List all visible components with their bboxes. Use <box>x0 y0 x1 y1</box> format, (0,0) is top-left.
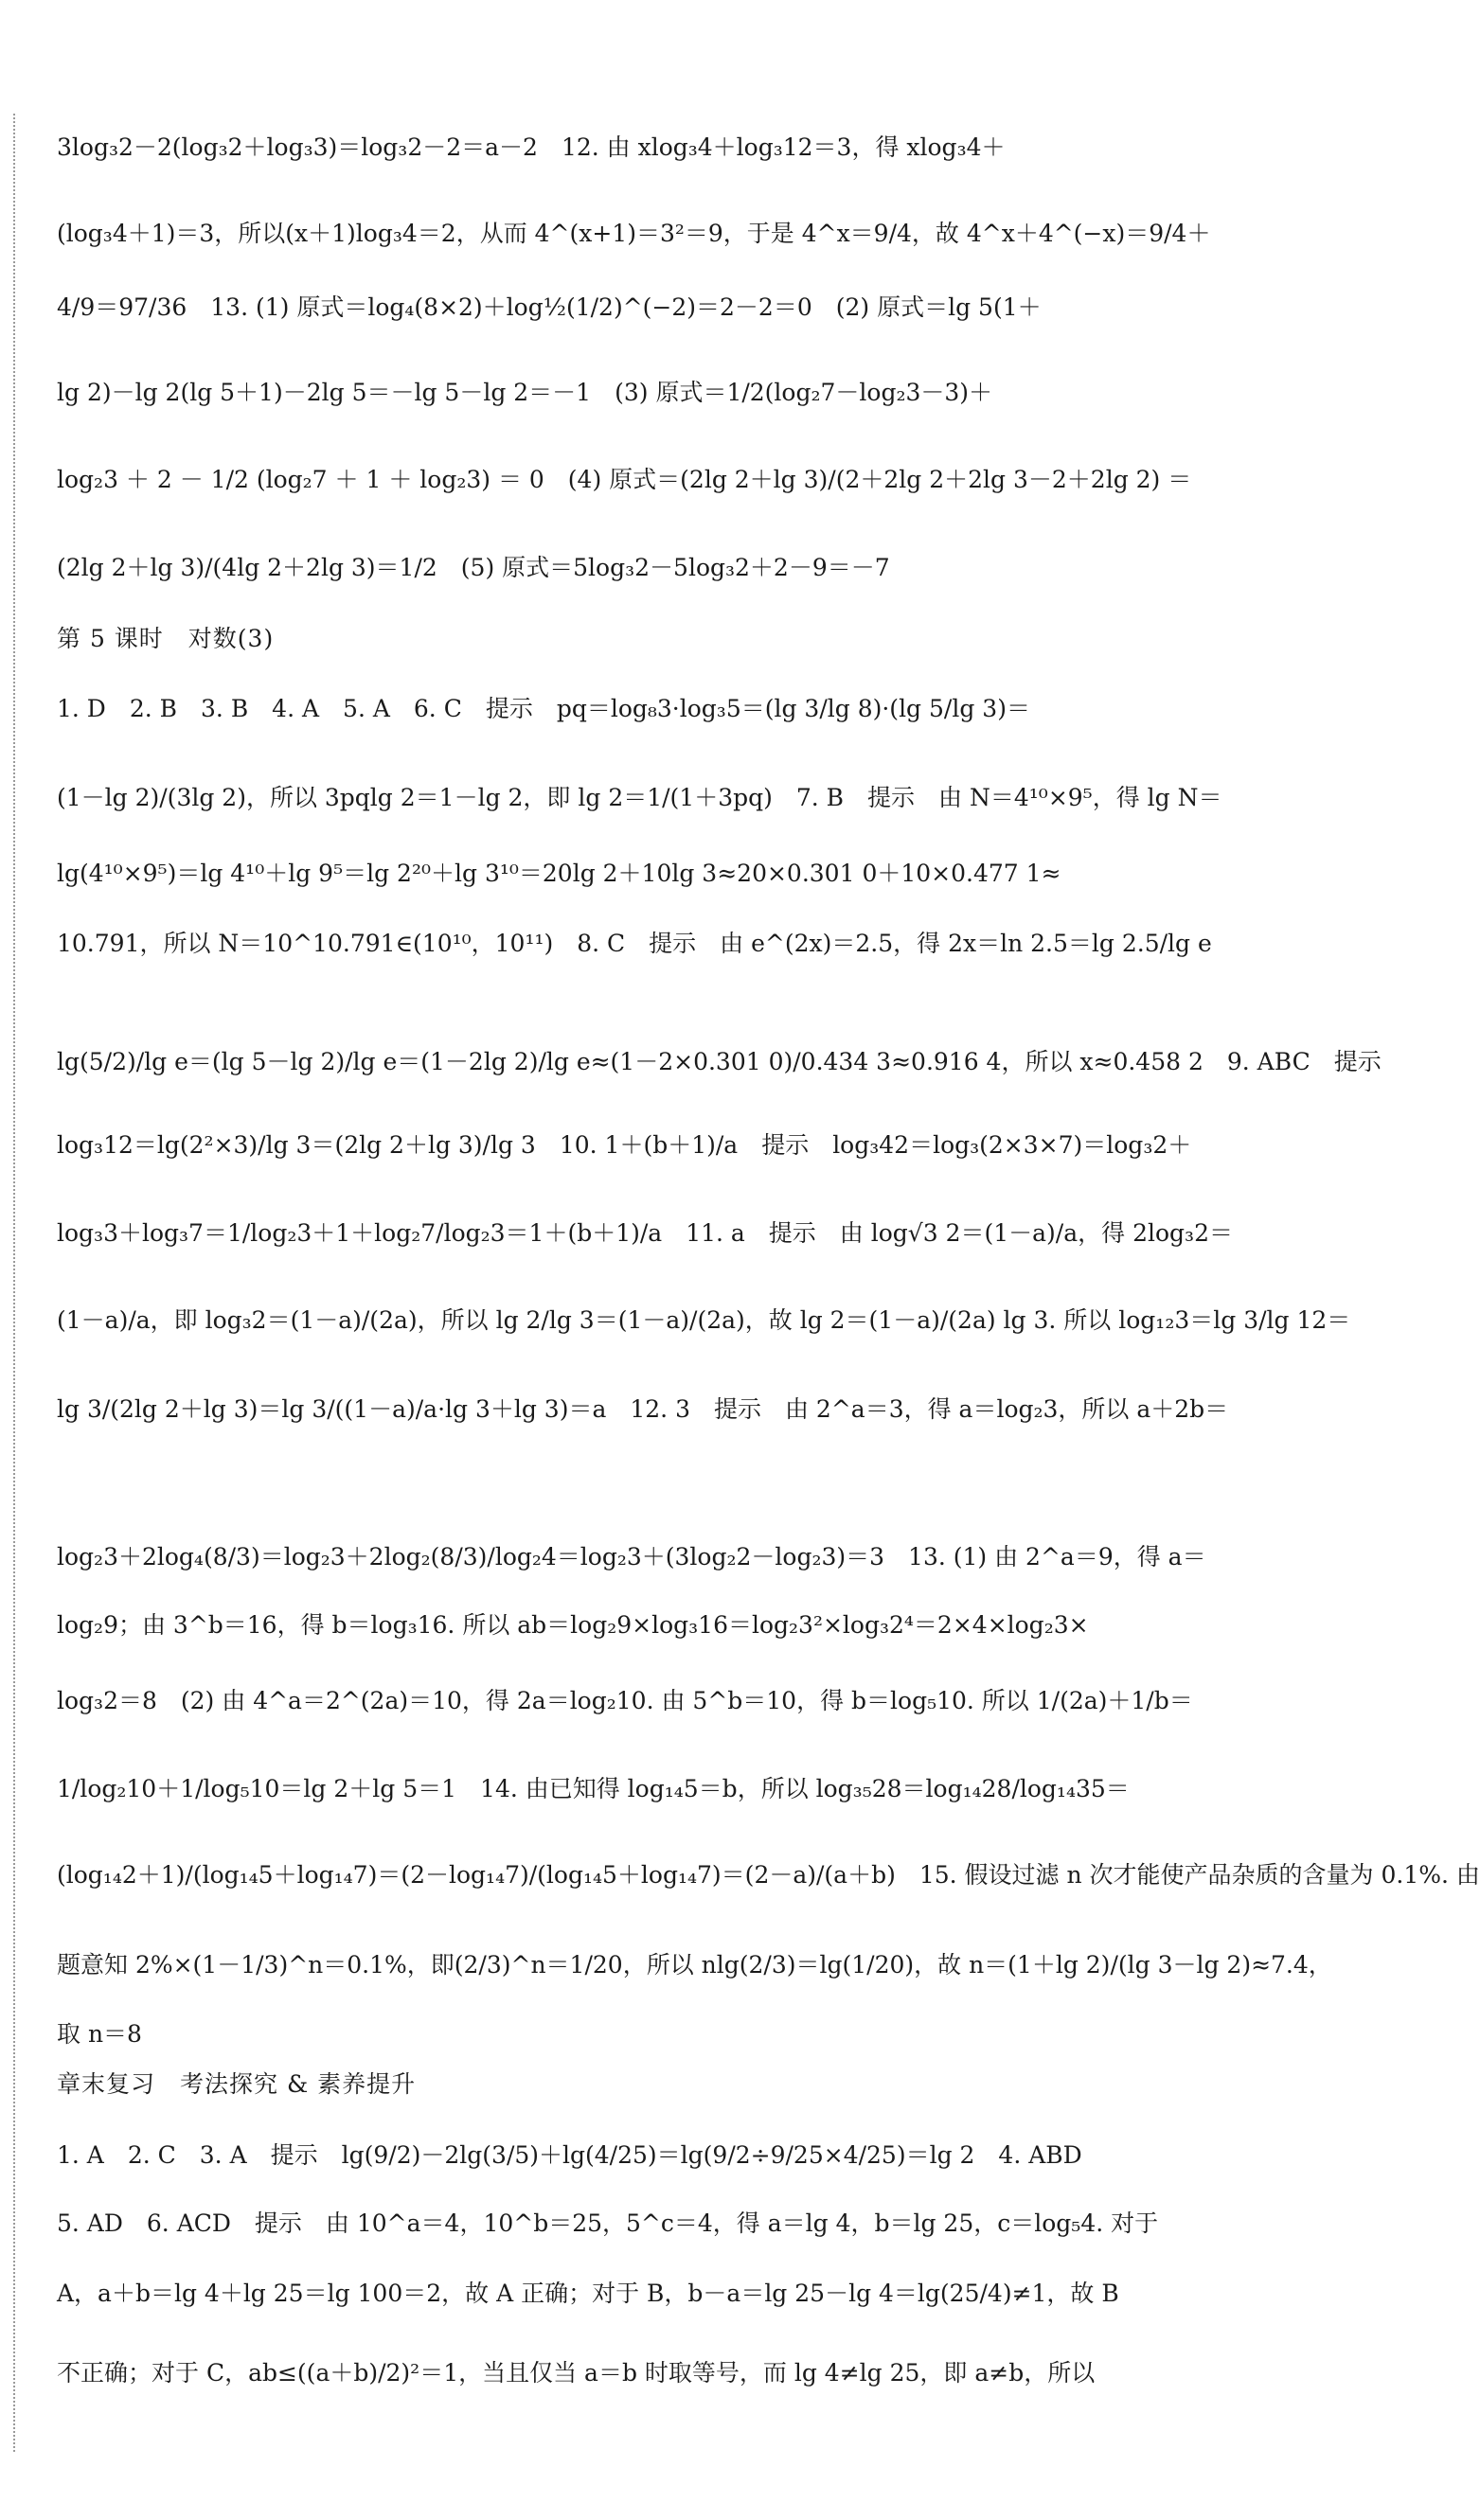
text-line: lg(5/2)/lg e＝(lg 5－lg 2)/lg e＝(1－2lg 2)/lg e≈(1－2×0.301 0)/0.434 3≈0.916 4，所以 x≈0.458 2 9. ABC 提示 <box>57 1048 1382 1075</box>
text-line: log₂3＋2log₄(8/3)＝log₂3＋2log₂(8/3)/log₂4＝log₂3＋(3log₂2－log₂3)＝3 13. (1) 由 2^a＝9，得 a＝ <box>57 1543 1206 1571</box>
text-line: log₂9；由 3^b＝16，得 b＝log₃16. 所以 ab＝log₂9×log₃16＝log₂3²×log₃2⁴＝2×4×log₂3× <box>57 1611 1089 1639</box>
text-line: (1－a)/a，即 log₃2＝(1－a)/(2a)，所以 lg 2/lg 3＝(1－a)/(2a)，故 lg 2＝(1－a)/(2a) lg 3. 所以 log₁₂3＝lg 3/lg 12＝ <box>57 1306 1351 1334</box>
binding-margin-rule <box>13 114 15 2452</box>
section-heading: 章末复习 考法探究 & 素养提升 <box>57 2070 417 2098</box>
text-line: 不正确；对于 C，ab≤((a＋b)/2)²＝1，当且仅当 a＝b 时取等号，而 lg 4≠lg 25，即 a≠b，所以 <box>57 2359 1096 2387</box>
text-line: log₃3＋log₃7＝1/log₂3＋1＋log₂7/log₂3＝1＋(b＋1)/a 11. a 提示 由 log√3 2＝(1－a)/a，得 2log₃2＝ <box>57 1219 1233 1247</box>
text-line: 5. AD 6. ACD 提示 由 10^a＝4，10^b＝25，5^c＝4，得 a＝lg 4，b＝lg 25，c＝log₅4. 对于 <box>57 2209 1159 2237</box>
text-line: log₃2＝8 (2) 由 4^a＝2^(2a)＝10，得 2a＝log₂10. 由 5^b＝10，得 b＝log₅10. 所以 1/(2a)＋1/b＝ <box>57 1687 1193 1714</box>
text-line: 3log₃2－2(log₃2＋log₃3)＝log₃2－2＝a－2 12. 由 xlog₃4＋log₃12＝3，得 xlog₃4＋ <box>57 133 1006 161</box>
text-line: 取 n＝8 <box>57 2020 142 2048</box>
text-line: (log₁₄2＋1)/(log₁₄5＋log₁₄7)＝(2－log₁₄7)/(log₁₄5＋log₁₄7)＝(2－a)/(a＋b) 15. 假设过滤 n 次才能使产品杂质的含量为 0.1%. 由 <box>57 1861 1480 1889</box>
section-heading: 第 5 课时 对数(3) <box>57 625 275 652</box>
text-line: lg(4¹⁰×9⁵)＝lg 4¹⁰＋lg 9⁵＝lg 2²⁰＋lg 3¹⁰＝20lg 2＋10lg 3≈20×0.301 0＋10×0.477 1≈ <box>57 860 1061 887</box>
text-line: 1. D 2. B 3. B 4. A 5. A 6. C 提示 pq＝log₈3·log₃5＝(lg 3/lg 8)·(lg 5/lg 3)＝ <box>57 695 1030 722</box>
text-line: 10.791，所以 N＝10^10.791∈(10¹⁰，10¹¹) 8. C 提示 由 e^(2x)＝2.5，得 2x＝ln 2.5＝lg 2.5/lg e <box>57 930 1212 957</box>
text-line: lg 2)－lg 2(lg 5＋1)－2lg 5＝－lg 5－lg 2＝－1 (3) 原式＝1/2(log₂7－log₂3－3)＋ <box>57 379 993 406</box>
text-line: (log₃4＋1)＝3，所以(x＋1)log₃4＝2，从而 4^(x+1)＝3²＝9，于是 4^x＝9/4，故 4^x＋4^(−x)＝9/4＋ <box>57 220 1211 247</box>
text-line: 1/log₂10＋1/log₅10＝lg 2＋lg 5＝1 14. 由已知得 log₁₄5＝b，所以 log₃₅28＝log₁₄28/log₁₄35＝ <box>57 1775 1130 1802</box>
text-line: A，a＋b＝lg 4＋lg 25＝lg 100＝2，故 A 正确；对于 B，b－a＝lg 25－lg 4＝lg(25/4)≠1，故 B <box>57 2280 1119 2307</box>
text-line: 1. A 2. C 3. A 提示 lg(9/2)－2lg(3/5)＋lg(4/25)＝lg(9/2÷9/25×4/25)＝lg 2 4. ABD <box>57 2141 1082 2169</box>
text-line: (2lg 2＋lg 3)/(4lg 2＋2lg 3)＝1/2 (5) 原式＝5log₃2－5log₃2＋2－9＝－7 <box>57 554 890 581</box>
text-line: log₃12＝lg(2²×3)/lg 3＝(2lg 2＋lg 3)/lg 3 10. 1＋(b＋1)/a 提示 log₃42＝log₃(2×3×7)＝log₃2＋ <box>57 1131 1192 1159</box>
text-line: (1－lg 2)/(3lg 2)，所以 3pqlg 2＝1－lg 2，即 lg 2＝1/(1＋3pq) 7. B 提示 由 N＝4¹⁰×9⁵，得 lg N＝ <box>57 784 1222 811</box>
text-line: 4/9＝97/36 13. (1) 原式＝log₄(8×2)＋log½(1/2)^(−2)＝2－2＝0 (2) 原式＝lg 5(1＋ <box>57 293 1042 321</box>
text-line: 题意知 2%×(1－1/3)^n＝0.1%，即(2/3)^n＝1/20，所以 nlg(2/3)＝lg(1/20)，故 n＝(1＋lg 2)/(lg 3－lg 2)≈7.4， <box>57 1951 1332 1979</box>
text-line: lg 3/(2lg 2＋lg 3)＝lg 3/((1－a)/a·lg 3＋lg 3)＝a 12. 3 提示 由 2^a＝3，得 a＝log₂3，所以 a＋2b＝ <box>57 1395 1229 1423</box>
text-line: log₂3 ＋ 2 － 1/2 (log₂7 ＋ 1 ＋ log₂3) ＝ 0 (4) 原式＝(2lg 2＋lg 3)/(2＋2lg 2＋2lg 3－2＋2lg 2) ＝ <box>57 466 1192 493</box>
